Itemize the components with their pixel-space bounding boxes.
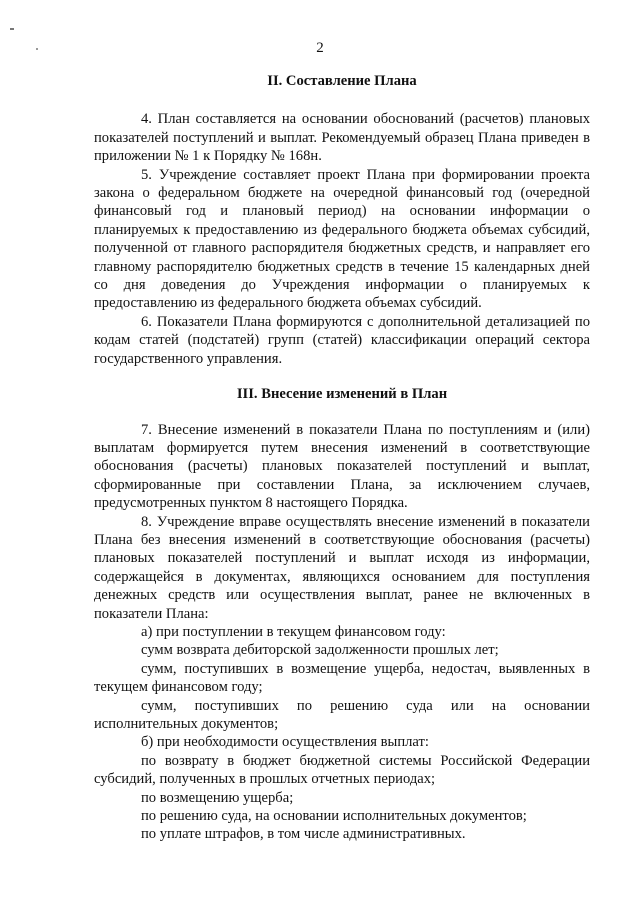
scan-speck [10, 28, 14, 30]
list-subitem-b1: по возврату в бюджет бюджетной системы Российской Федерации субсидий, полученных в прошлых отчетных периодах; [94, 752, 590, 788]
list-subitem-a3: сумм, поступивших по решению суда или на основании исполнительных документов; [94, 697, 590, 732]
section-3-title: III. Внесение изменений в План [236, 386, 448, 403]
document-body [94, 72, 590, 844]
list-subitem-a2: сумм, поступивших в возмещение ущерба, недостач, выявленных в текущем финансовом году; [94, 660, 590, 696]
list-item-b: б) при необходимости осуществления выплат: [141, 734, 429, 751]
paragraph-5: 5. Учреждение составляет проект Плана при формировании проекта закона о федеральном бюджете на очередной финансовый год (очередной финансовый год и плановый период) на основании информации о планируемых к предоставлению из федерального бюджета объемах субсидий, полученной от главного распорядителя бюджетных средств, и направляет его главному распорядителю бюджетных средств в течение 15 календарных дней со дня доведения до Учреждения информации о планируемых к предоставлению из федерального бюджета объемах субсидий. [94, 166, 590, 312]
page-number: 2 [316, 40, 324, 56]
paragraph-8: 8. Учреждение вправе осуществлять внесение изменений в показатели Плана без внесения изменений в соответствующие обоснования (расчеты) плановых показателей поступлений и выплат исходя из информации, содержащейся в документах, являющихся основанием для поступления денежных средств или осуществления выплат, ранее не включенных в показатели Плана: [94, 513, 590, 622]
list-subitem-b4: по уплате штрафов, в том числе административных. [141, 826, 466, 843]
list-subitem-b3: по решению суда, на основании исполнительных документов; [141, 808, 527, 825]
list-item-a: а) при поступлении в текущем финансовом году: [141, 623, 446, 640]
section-2-title: II. Составление Плана [267, 73, 417, 89]
paragraph-4: 4. План составляется на основании обоснований (расчетов) плановых показателей поступлений и выплат. Рекомендуемый образец Плана приведен в приложении № 1 к Порядку № 168н. [94, 111, 590, 165]
list-subitem-a1: сумм возврата дебиторской задолженности прошлых лет; [141, 642, 499, 659]
list-subitem-b2: по возмещению ущерба; [141, 789, 294, 806]
paragraph-7: 7. Внесение изменений в показатели Плана по поступлениям и (или) выплатам формируется путем внесения изменений в соответствующие обоснования (расчеты) плановых показателей поступлений и выплат, сформированные при составлении Плана, за исключением случаев, предусмотренных пунктом 8 настоящего Порядка. [94, 421, 590, 512]
paragraph-6: 6. Показатели Плана формируются с дополнительной детализацией по кодам статей (подстатей) групп (статей) классификации операций сектора государственного управления. [94, 313, 590, 367]
